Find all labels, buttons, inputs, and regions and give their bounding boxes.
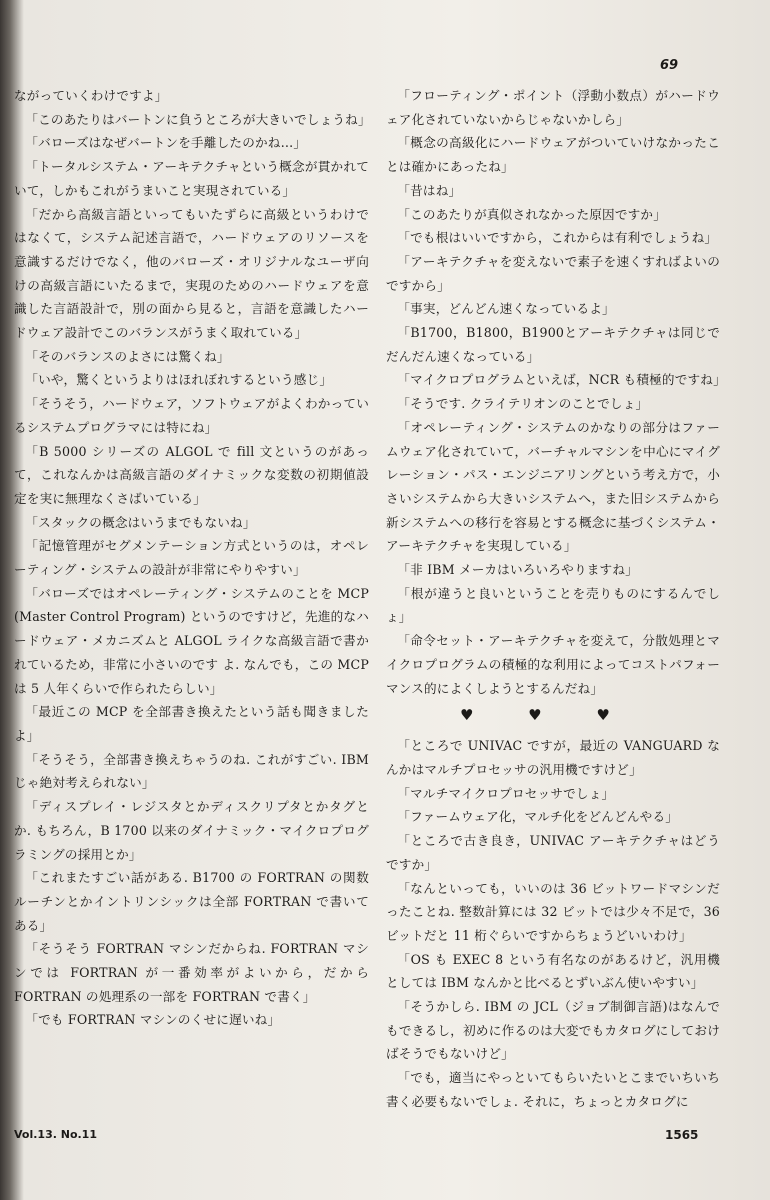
page-number: 69: [660, 58, 679, 73]
paragraph: ながっていくわけですよ」: [14, 88, 168, 103]
paragraph: 「スタックの概念はいうまでもないね」: [25, 514, 256, 530]
paragraph: 「そうそう FORTRAN マシンだからね. FORTRAN マシンでは FORTRAN が一番効率がよいから，だから FORTRAN の処理系の一部を FORTRAN で書く」: [14, 941, 369, 1004]
paragraph: 「最近この MCP を全部書き換えたという話も聞きましたよ」: [14, 704, 369, 743]
paragraph: 「そうです. クライテリオンのことでしょ」: [397, 396, 649, 412]
paragraph: 「このあたりが真似されなかった原因ですか」: [397, 206, 666, 222]
paragraph: 「これまたすごい話がある. B1700 の FORTRAN の関数ルーチンとかイントリンシックは全部 FORTRAN で書いてある」: [14, 870, 369, 933]
paragraph: 「事実，どんどん速くなっているよ」: [397, 301, 615, 317]
paragraph: 「B 5000 シリーズの ALGOL で fill 文というのがあって，これなんかは高級言語のダイナミックな変数の初期値設定を実に無理なくさばいている」: [14, 443, 369, 506]
paragraph: 「バローズはなぜバートンを手離したのかね…」: [25, 135, 307, 151]
paragraph: 「いや，驚くというよりはほれぼれするという感じ」: [25, 372, 333, 388]
paragraph: 「アーキテクチャを変えないで素子を速くすればよいのですから」: [386, 253, 720, 293]
paragraph: 「トータルシステム・アーキテクチャという概念が貫かれていて，しかもこれがうまいこと実現されている」: [14, 159, 369, 198]
paragraph: 「マイクロプログラムといえば，NCR も積極的ですね」: [397, 372, 726, 388]
paragraph: 「なんといっても，いいのは 36 ビットワードマシンだったことね. 整数計算には 32 ビットでは少々不足で，36 ビットだと 11 桁ぐらいですからちょうどいいわけ」: [386, 880, 720, 943]
paragraph: 「概念の高級化にハードウェアがついていけなかったことは確かにあったね」: [386, 135, 720, 175]
paragraph: 「そのバランスのよさには驚くね」: [25, 348, 230, 364]
paragraph: 「バローズではオペレーティング・システムのことを MCP (Master Control Program) というのですけど，先進的なハードウェア・メカニズムと ALGOL ライクな高級言語で書かれているため，非常に小さいのです よ. なんでも，この MCP は 5 人年くらいで作られたらしい」: [14, 585, 369, 696]
paragraph: 「このあたりはバートンに負うところが大きいでしょうね」: [25, 111, 371, 127]
page-total: 1565: [665, 1128, 699, 1142]
paragraph: 「記憶管理がセグメンテーション方式というのは，オペレーティング・システムの設計が非常にやりやすい」: [14, 538, 369, 578]
paragraph: 「非 IBM メーカはいろいろやりますね」: [397, 562, 638, 578]
left-column: [14, 84, 369, 1032]
paragraph: 「昔はね」: [397, 182, 462, 198]
paragraph: 「ファームウェア化，マルチ化をどんどんやる」: [397, 809, 679, 825]
right-column: [386, 84, 726, 1114]
paragraph: 「命令セット・アーキテクチャを変えて，分散処理とマイクロプログラムの積極的な利用によってコストパフォーマンス的によくしようとするんだね」: [386, 633, 720, 696]
paragraph: 「根が違うと良いということを売りものにするんでしょ」: [386, 585, 720, 625]
section-separator: [460, 702, 610, 728]
paragraph: 「そうかしら. IBM の JCL（ジョブ制御言語)はなんでもできるし，初めに作るのは大変でもカタログにしておけばそうでもないけど」: [386, 999, 720, 1062]
paragraph: 「そうそう，全部書き換えちゃうのね. これがすごい. IBM じゃ絶対考えられない」: [14, 751, 369, 791]
paragraph: 「そうそう，ハードウェア，ソフトウェアがよくわかっているシステムプログラマには特にね」: [14, 396, 369, 435]
journal-volume: Vol.13. No.11: [14, 1128, 97, 1141]
paragraph: 「だから高級言語といってもいたずらに高級というわけではなくて，システム記述言語で，ハードウェアのリソースを意識するだけでなく，他のバローズ・オリジナルなユーザ向けの高級言語にいたるまで，実現のためのハードウェアを意識した言語設計で，別の面から見ると，言語を意識したハードウェア設計でこのバランスがうまく取れている」: [14, 206, 369, 341]
paragraph: 「ところで古き良き，UNIVAC アーキテクチャはどうですか」: [386, 833, 720, 872]
paragraph: 「でも FORTRAN マシンのくせに遅いね」: [25, 1012, 281, 1028]
paragraph: 「マルチマイクロプロセッサでしょ」: [397, 785, 615, 801]
heart-icon: ♥: [528, 706, 542, 725]
heart-icon: ♥: [460, 706, 474, 725]
heart-icon: ♥: [596, 706, 610, 725]
paragraph: 「でも根はいいですから，これからは有利でしょうね」: [397, 230, 718, 246]
paragraph: 「オペレーティング・システムのかなりの部分はファームウェア化されていて，バーチャルマシンを中心にマイグレーション・パス・エンジニアリングという考え方で，小さいシステムから大きいシステムへ，また旧システムから新システムへの移行を容易とする概念に基づくシステム・アーキテクチャを実現している」: [386, 419, 720, 554]
paragraph: 「B1700，B1800，B1900とアーキテクチャは同じでだんだん速くなっている」: [386, 325, 720, 364]
paragraph: 「フローティング・ポイント（浮動小数点）がハードウェア化されていないからじゃないかしら」: [386, 88, 720, 127]
paragraph: 「でも，適当にやっといてもらいたいとこまでいちいち書く必要もないでしょ. それに，ちょっとカタログに: [386, 1070, 720, 1109]
paragraph: 「OS も EXEC 8 という有名なのがあるけど，汎用機としては IBM なんかと比べるとずいぶん使いやすい」: [386, 951, 720, 991]
paragraph: 「ところで UNIVAC ですが，最近の VANGUARD なんかはマルチプロセッサの汎用機ですけど」: [386, 738, 720, 777]
paragraph: 「ディスプレイ・レジスタとかディスクリプタとかタグとか. もちろん，B 1700 以来のダイナミック・マイクロプログラミングの採用とか」: [14, 799, 369, 862]
